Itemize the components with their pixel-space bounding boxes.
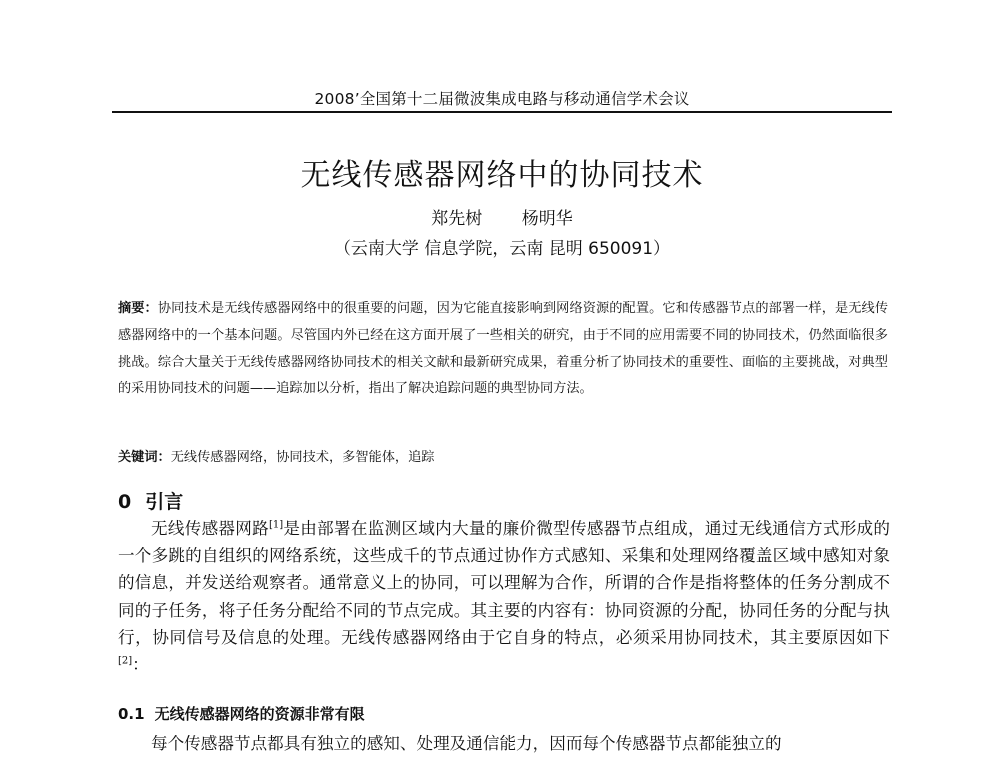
citation-ref: [1] — [269, 519, 284, 531]
keywords-label: 关键词： — [118, 450, 171, 465]
author-name: 郑先树 — [431, 209, 483, 229]
abstract-text: 协同技术是无线传感器网络中的很重要的问题，因为它能直接影响到网络资源的配置。它和传感器节点的部署一样，是无线传感器网络中的一个基本问题。尽管国内外已经在这方面开展了一些相关的研究，由于不同的应用需要不同的协同技术，仍然面临很多挑战。综合大量关于无线传感器网络协同技术的相关文献和最新研究成果，着重分析了协同技术的重要性、面临的主要挑战，对典型的采用协同技术的问题——追踪加以分析，指出了解决追踪问题的典型协同方法。 — [118, 301, 889, 397]
section-number: 0 — [118, 491, 132, 513]
section-heading — [118, 487, 183, 514]
intro-text-part2: 是由部署在监测区域内大量的廉价微型传感器节点组成，通过无线通信方式形成的一个多跳的自组织的网络系统，这些成千的节点通过协作方式感知、采集和处理网络覆盖区域中感知对象的信息，并发送给观察者。通常意义上的协同，可以理解为合作，所谓的合作是指将整体的任务分割成不同的子任务，将子任务分配给不同的节点完成。其主要的内容有：协同资源的分配，协同任务的分配与执行，协同信号及信息的处理。无线传感器网络由于它自身的特点，必须采用协同技术，其主要原因如下 — [118, 519, 891, 647]
author-name: 杨明华 — [521, 209, 573, 229]
section-title: 引言 — [145, 491, 184, 513]
subsection-heading — [118, 703, 365, 724]
abstract-label: 摘要： — [118, 301, 158, 316]
subsection-title: 无线传感器网络的资源非常有限 — [154, 705, 365, 723]
keywords — [118, 446, 888, 465]
author-list — [112, 204, 892, 229]
citation-ref: [2] — [118, 655, 133, 667]
keywords-text: 无线传感器网络，协同技术，多智能体，追踪 — [170, 450, 435, 465]
subsection-paragraph: 每个传感器节点都具有独立的感知、处理及通信能力，因而每个传感器节点都能独立的 — [151, 734, 782, 753]
intro-text-part3: ： — [132, 655, 149, 675]
header-rule — [112, 111, 892, 113]
subsection-number: 0.1 — [118, 705, 145, 723]
affiliation: （云南大学 信息学院，云南 昆明 650091） — [333, 239, 671, 259]
abstract — [118, 296, 888, 403]
paper-title: 无线传感器网络中的协同技术 — [300, 158, 704, 193]
intro-paragraph — [118, 515, 890, 678]
running-header: 2008’全国第十二届微波集成电路与移动通信学术会议 — [314, 90, 690, 108]
intro-text-part1: 无线传感器网路 — [151, 519, 269, 538]
